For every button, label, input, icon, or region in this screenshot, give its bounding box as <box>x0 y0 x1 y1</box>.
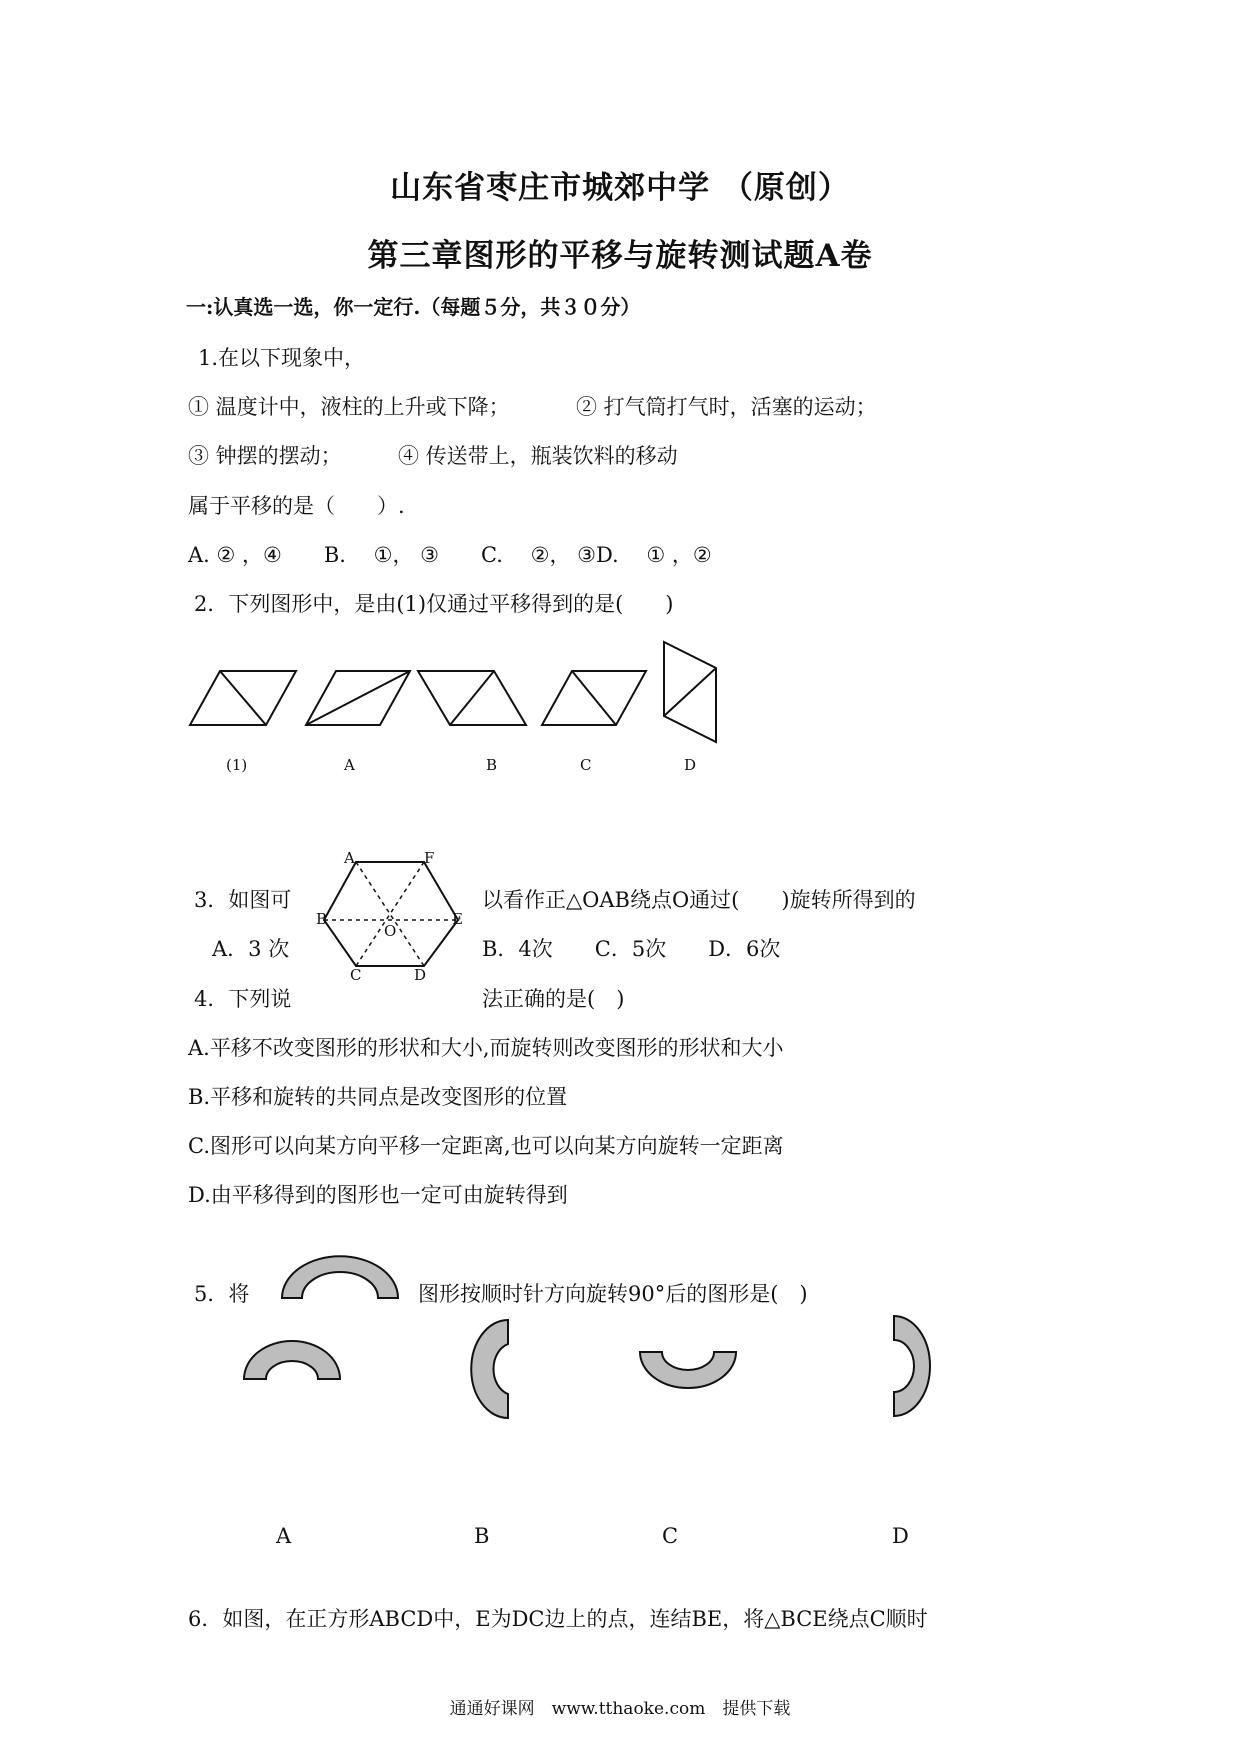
hex-label-a: A <box>344 849 355 867</box>
q4-option-c: C.图形可以向某方向平移一定距离,也可以向某方向旋转一定距离 <box>188 1134 784 1158</box>
q4-stem-right: 法正确的是( ) <box>482 987 625 1011</box>
q3-stem-right: 以看作正△OAB绕点O通过( )旋转所得到的 <box>482 888 916 912</box>
q1-item-3: ③ 钟摆的摆动； <box>188 444 342 468</box>
arc-option-c-icon <box>640 1352 736 1388</box>
arc-option-d-icon <box>894 1316 930 1416</box>
parallelogram-1-icon <box>190 671 296 725</box>
q5-stem-left: 5．将 <box>194 1282 250 1306</box>
q5-label-a: A <box>276 1524 292 1548</box>
q1-item-1: ① 温度计中，液柱的上升或下降； <box>188 395 510 419</box>
hex-label-e: E <box>452 910 463 928</box>
hex-label-d: D <box>414 966 427 984</box>
q5-label-b: B <box>474 1524 490 1548</box>
parallelogram-d-icon <box>664 642 716 742</box>
q2-label-1: (1) <box>226 756 248 774</box>
section-heading: 一:认真选一选，你一定行.（每题５分，共３０分） <box>186 295 641 319</box>
q3-stem-left: 3．如图可 <box>194 888 292 912</box>
q4-option-b: B.平移和旋转的共同点是改变图形的位置 <box>188 1085 568 1109</box>
page-title: 山东省枣庄市城郊中学 （原创） <box>390 170 850 206</box>
q5-label-c: C <box>662 1524 679 1548</box>
parallelogram-c-icon <box>542 671 646 725</box>
q1-options: A. ② ，④ B. ①， ③ C. ②， ③D. ① ，② <box>188 543 712 567</box>
q2-label-b: B <box>486 756 498 774</box>
hex-label-b: B <box>316 910 328 928</box>
parallelogram-b-icon <box>418 671 526 725</box>
q2-label-d: D <box>684 756 697 774</box>
arc-option-b-icon <box>471 1320 508 1418</box>
q1-question: 属于平移的是（ ）. <box>188 494 405 518</box>
q2-label-a: A <box>344 756 355 774</box>
hexagon-icon <box>324 862 458 966</box>
parallelogram-a-icon <box>306 671 410 725</box>
q4-option-d: D.由平移得到的图形也一定可由旋转得到 <box>188 1183 568 1207</box>
q4-option-a: A.平移不改变图形的形状和大小,而旋转则改变图形的形状和大小 <box>188 1036 784 1060</box>
q6-stem: 6．如图，在正方形ABCD中，E为DC边上的点，连结BE，将△BCE绕点C顺时 <box>188 1607 928 1631</box>
arc-original-icon <box>282 1256 398 1298</box>
hex-label-c: C <box>350 966 362 984</box>
hex-label-f: F <box>424 849 435 867</box>
arc-option-a-icon <box>244 1341 340 1379</box>
q4-stem-left: 4．下列说 <box>194 987 292 1011</box>
q1-stem: 1.在以下现象中， <box>198 346 366 370</box>
q1-item-4: ④ 传送带上，瓶装饮料的移动 <box>398 444 678 468</box>
q5-label-d: D <box>892 1524 909 1548</box>
q2-label-c: C <box>580 756 592 774</box>
page-subtitle: 第三章图形的平移与旋转测试题A卷 <box>367 238 873 274</box>
hex-label-o: O <box>384 922 397 940</box>
q1-item-2: ② 打气筒打气时，活塞的运动； <box>576 395 877 419</box>
q5-stem-right: 图形按顺时针方向旋转90°后的图形是( ) <box>418 1282 808 1306</box>
page-footer: 通通好课网 www.tthaoke.com 提供下载 <box>449 1699 791 1719</box>
q3-option-a: A．3 次 <box>212 937 290 961</box>
q3-options-rest: B．4次 C．5次 D．6次 <box>482 937 781 961</box>
q2-stem: 2．下列图形中，是由(1)仅通过平移得到的是( ) <box>194 592 674 616</box>
